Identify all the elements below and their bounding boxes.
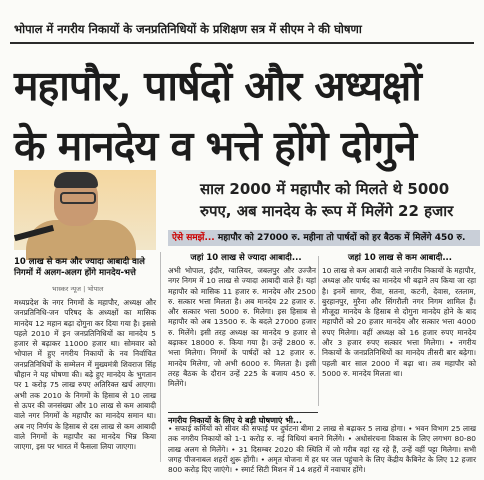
col3-headline: जहां 10 लाख से कम आबादी...	[347, 253, 453, 263]
deck: साल 2000 में महापौर को मिलते थे 5000 रुपए, अब मानदेय के रूप में मिलेंगे 22 हजार	[200, 180, 454, 220]
band-text: महापौर को 27000 रु. महीना तो पार्षदों को हर बैठक में मिलेंगे 450 रु.	[214, 233, 466, 243]
cm-photo	[14, 170, 156, 250]
photo-glasses	[60, 192, 96, 204]
headline-line-2: के मानदेय व भत्ते होंगे दोगुने	[14, 122, 416, 170]
headline-line-1: महापौर, पार्षदों और अध्यक्षों	[14, 62, 421, 110]
left-story-body: मध्यप्रदेश के नगर निगमों के महापौर, अध्यक्ष और जनप्रतिनिधि-जन परिषद के अध्यक्षों का मासिक मानदेय 12 महान बढ़ा दोगुना कर दिया गया है। इससे पहले 2010 में इन जनप्रतिनिधियों का मानदेय 5 हजार से बढ़ाकर 11000 हजार था। सोमवार को भोपाल में हुए नगरीय निकायों के नव निर्वाचित जनप्रतिनिधियों के सम्मेलन में मुख्यमंत्री शिवराज सिंह चौहान ने यह घोषणा की। बढ़े हुए मानदेय के भुगतान पर 1 करोड़ 75 लाख रुपए अतिरिक्त खर्च आएगा। अभी तक 2010 के निगमों के हिसाब से 10 लाख से ऊपर की जनसंख्या और 10 लाख से कम आबादी वाले नगर निगमों के महापौर का मानदेय समान था। अब नए निर्णय के हिसाब से दस लाख से कम आबादी वाले निगमों के महापौर का मानदेय भिन्न किया जाएगा, इस पर भारत में फैसला लिया जाएगा।	[14, 298, 156, 452]
kicker: भोपाल में नगरीय निकायों के जनप्रतिनिधियों के प्रशिक्षण सत्र में सीएम ने की घोषणा	[14, 22, 362, 36]
col3-body: 10 लाख से कम आबादी वाले नगरीय निकायों के महापौर, अध्यक्ष और पार्षद का मानदेय भी बढ़ाने तय किया जा रहा है। इनमें सागर, रीवा, सतना, कटनी, देवास, रतलाम, बुरहानपुर, मुरैना और सिंगरौली नगर निगम शामिल हैं। मौजूदा मानदेय के हिसाब से दोगुना मानदेय होने के बाद महापौरों को 20 हजार मानदेय और सत्कार भत्ता 4000 रुपए मिलेगा। वहीं अध्यक्ष को 16 हजार रुपए मानदेय और 3 हजार रुपए सत्कार भत्ता मिलेगा। • नगरीय निकायों के जनप्रतिनिधियों का मानदेय तीसरी बार बढ़ेगा। पहली बार साल 2000 में बढ़ा था। तब महापौर को 5000 रु. मानदेय मिलता था।	[322, 266, 476, 378]
announcements-headline: नगरीय निकायों के लिए ये बड़ी घोषणाएं भी...	[168, 412, 318, 426]
col2-body: अभी भोपाल, इंदौर, ग्वालियर, जबलपुर और उज्जैन नगर निगम में 10 लाख से ज्यादा आबादी वाले हैं। यहां महापौर को मासिक 11 हजार रु. मानदेय और 2500 रु. सत्कार भत्ता मिलता है। अब मानदेय 22 हजार रु. और सत्कार भत्ता 5000 रु. मिलेगा। इस हिसाब से महापौर को अब 13500 रु. के बदले 27000 हजार रु. मिलेंगे। इसी तरह अध्यक्ष का मानदेय 9 हजार से बढ़ाकर 18000 रु. किया गया है। उन्हें 2800 रु. भत्ता मिलेगा। निगमों के पार्षदों को 12 हजार रु. मानदेय मिलेगा, जो अभी 6000 रु. मिलता है। इसी तरह बैठक के दौरान उन्हें 225 के बजाय 450 रु. मिलेंगे।	[168, 266, 316, 389]
col2-headline: जहां 10 लाख से ज्यादा आबादी...	[190, 253, 302, 263]
photo-hair	[54, 172, 98, 188]
divider	[10, 42, 474, 44]
photo-body	[26, 220, 136, 260]
announcements-body: • सफाई कर्मियों को सीवर की सफाई पर दुर्घटना बीमा 2 लाख से बढ़ाकर 5 लाख होगा। • भवन विभाग 25 लाख तक नगरीय निकायों को 1-1 करोड़ रु. नई विधियां बनाने मिलेंगे। • अधोसंरचना विकास के लिए लगभग 80-80 लाख अलग से मिलेंगे। • 31 दिसम्बर 2020 की स्थिति में जो गरीब वहां रह रहे हैं, उन्हें वहीं पट्टा मिलेगा। सभी जगह पीजनाबल शहरों शुरू होंगी। • अमृत योजना में हर घर जल पहुंचाने के लिए केंद्रीय कैबिनेट के लिए 12 हजार 800 करोड़ दिए जाएंगे। • स्मार्ट सिटी मिशन में 14 शहरों में नवाचार होंगे।	[168, 424, 476, 475]
headline	[14, 56, 476, 176]
info-band	[168, 230, 480, 246]
left-story-headline: 10 लाख से कम और ज्यादा आबादी वाले निगमों में अलग-अलग होंगे मानदेय-भत्ते	[14, 257, 145, 278]
column-divider	[318, 256, 319, 406]
column-divider	[160, 252, 161, 462]
byline: भास्कर न्यूज | भोपाल	[52, 285, 104, 293]
band-lead: ऐसे समझें...	[172, 233, 215, 243]
